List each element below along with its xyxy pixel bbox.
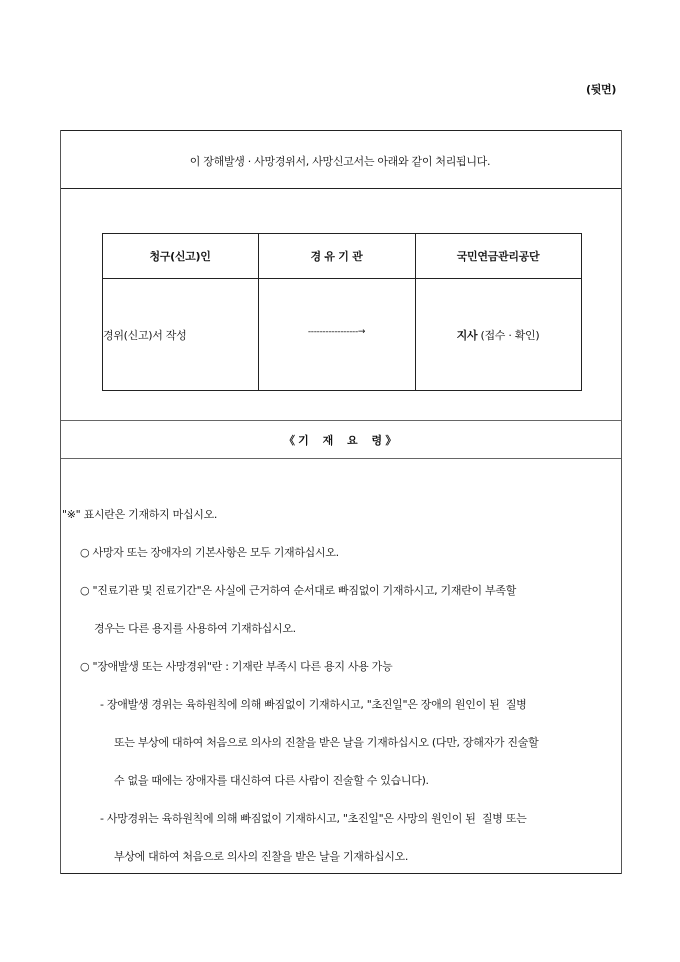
section-title: 《 기 재 요 령 》 [283,434,397,447]
instruction-line: ○ 사망자 또는 장애자의 기본사항은 모두 기재하십시오. [80,546,339,559]
instruction-line: 수 없을 때에는 장애자를 대신하여 다른 사람이 진술할 수 있습니다). [114,774,429,787]
office-cell [415,327,581,343]
instruction-line: ○ "진료기관 및 진료기간"은 사실에 근거하여 순서대로 빠짐없이 기재하시고, 기재란이 부족할 [80,584,517,597]
intro-text: 이 장해발생 · 사망경위서, 사망신고서는 아래와 같이 처리됩니다. [189,155,491,168]
page-label: (뒷면) [586,83,617,96]
header-intermediary: 경 유 기 관 [310,250,363,263]
instruction-line: 경우는 다른 용지를 사용하여 기재하십시오. [94,622,296,635]
header-applicant: 청구(신고)인 [149,250,211,263]
header-pension-service: 국민연금관리공단 [456,250,540,263]
flow-arrow: -----------------→ [307,327,366,337]
applicant-cell: 경위(신고)서 작성 [103,329,187,342]
office-detail: (접수 · 확인) [477,329,540,342]
instruction-line: - 사망경위는 육하원칙에 의해 빠짐없이 기재하시고, "초진일"은 사망의 원인이 된 질병 또는 [100,812,527,825]
office-name: 지사 [456,329,478,342]
instruction-line: ○ "장애발생 또는 사망경위"란 : 기재란 부족시 다른 용지 사용 가능 [80,660,393,673]
instruction-line: - 장애발생 경위는 육하원칙에 의해 빠짐없이 기재하시고, "초진일"은 장애의 원인이 된 질병 [100,698,527,711]
instruction-line: 부상에 대하여 처음으로 의사의 진찰을 받은 날을 기재하십시오. [114,850,409,863]
instruction-line: "※" 표시란은 기재하지 마십시오. [62,508,218,521]
instruction-line: 또는 부상에 대하여 처음으로 의사의 진찰을 받은 날을 기재하십시오 (다만, 장해자가 진술할 [114,736,539,749]
